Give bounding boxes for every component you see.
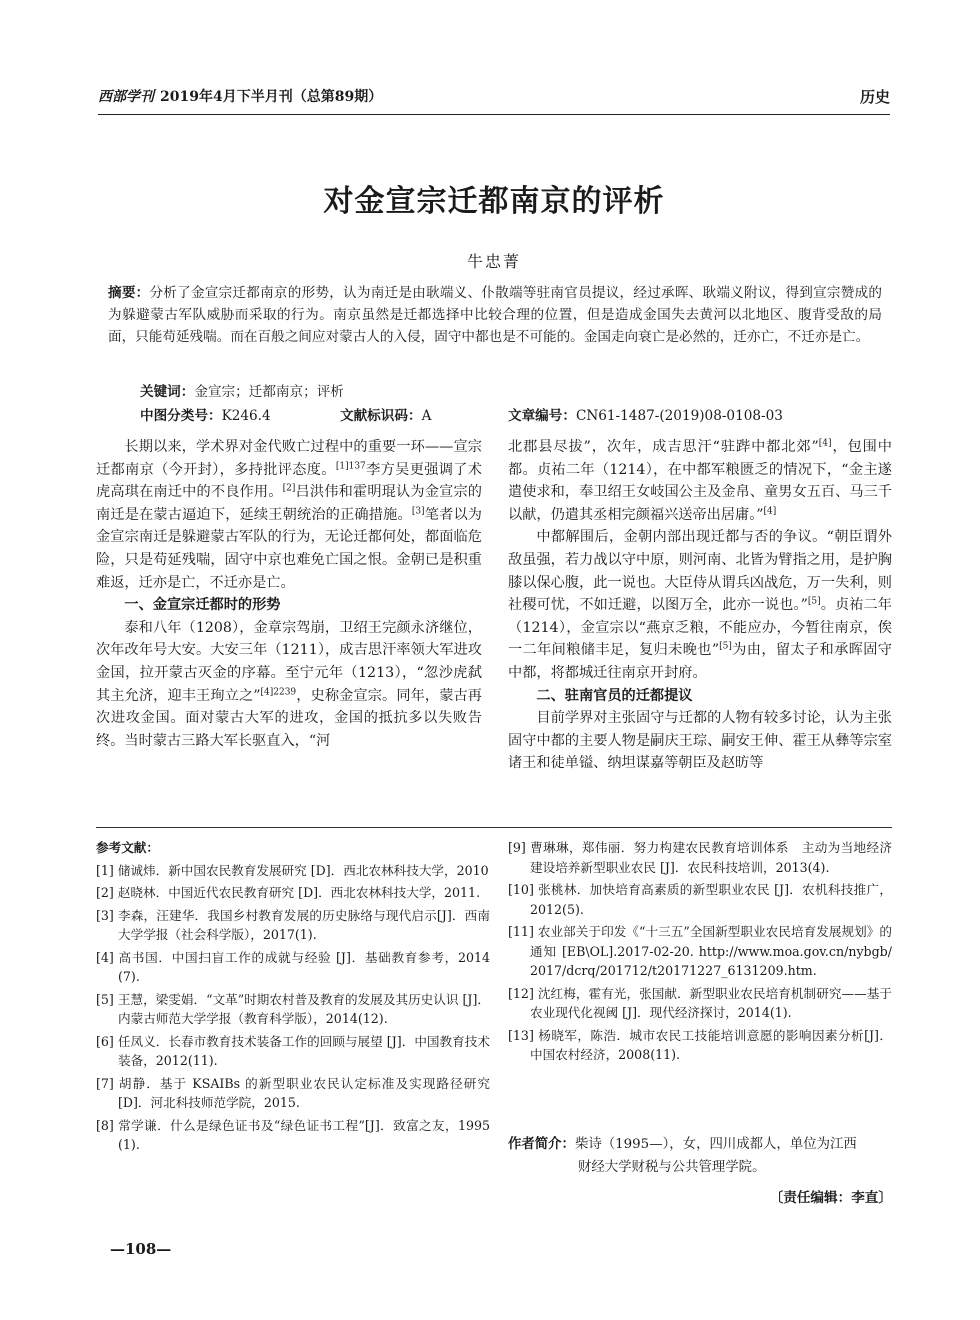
section-heading: 二、驻南官员的迁都提议 [536,687,693,704]
text: 为由，留太子和承晖固守中都，将都城迁往南京开封府。 [508,642,892,681]
reference-item: [12] 沈红梅，霍有光，张国献．新型职业农民培育机制研究——基于农业现代化视阈 [J]．现代经济探讨，2014(1). [508,985,892,1020]
reference-item: [4] 高书国．中国扫盲工作的成就与经验 [J]．基础教育参考，2014(7). [96,949,490,984]
reference-item: [2] 赵晓林．中国近代农民教育研究 [D]．西北农林科技大学，2011. [96,885,481,900]
code-label: 文献标识码： [340,408,422,424]
journal-info [98,86,382,106]
article-no-label: 文章编号： [508,408,576,424]
abstract-text: 分析了金宣宗迁都南京的形势，认为南迁是由耿端义、仆散端等驻南官员提议，经过承晖、耿端义附议，得到宣宗赞成的为躲避蒙古军队威胁而采取的行为。南京虽然是迁都选择中比较合理的位置，但是造成金国失去黄河以北地区、腹背受敌的局面，只能苟延残喘。而在百般之间应对蒙古人的入侵，固守中都也是不可能的。金国走向衰亡是必然的，迁亦亡，不迁亦是亡。 [108,285,883,345]
clc-label: 中图分类号： [140,408,222,424]
reference-item: [3] 李森，汪建华．我国乡村教育发展的历史脉络与现代启示[J]．西南大学学报（社会科学版），2017(1). [96,907,490,942]
paragraph [96,617,482,753]
body-column-right [508,436,892,775]
code-value: A [421,408,432,424]
citation: [3] [411,506,425,517]
reference-item: [5] 王慧，梁雯娟．“文革”时期农村普及教育的发展及其历史认识 [J]．内蒙古师范大学学报（教育科学版），2014(12). [96,991,490,1026]
references-title: 参考文献： [96,840,159,855]
paragraph [96,436,482,594]
journal-issue: 2019年4月下半月刊（总第89期） [160,89,383,105]
reference-item: [1] 储诚炜．新中国农民教育发展研究 [D]．西北农林科技大学，2010 [96,862,489,878]
article-no-value: CN61-1487-(2019)08-0108-03 [575,408,783,424]
section-label: 历史 [859,88,890,106]
citation: [5] [719,641,732,652]
paragraph [508,526,892,684]
paragraph [508,436,892,526]
references-right [508,838,892,1068]
text: 李方吴更强调了术虎高琪在南迁中的不良作用。 [96,461,482,501]
reference-item: [10] 张桃林．加快培育高素质的新型职业农民 [J]．农机科技推广，2012(5). [508,882,892,917]
text: 北郡县尽拔”，次年，成吉思汗“驻跸中都北郊” [508,439,819,455]
clc-value: K246.4 [221,408,271,424]
citation: [1]137 [335,460,366,471]
text: ，史称金宣宗。同年，蒙古再次进攻金国。面对蒙古大军的进攻，金国的抵抗多以失败告终。当时蒙古三路大军长驱直入，“河 [96,687,482,749]
journal-name: 西部学刊 [98,89,154,105]
document-code [340,404,431,424]
reference-item: [6] 任凤义．长春市教育技术装备工作的回顾与展望 [J]．中国教育技术装备，2012(11). [96,1033,490,1068]
text: 。贞祐二年（1214），金宣宗以“燕京乏粮，不能应办，今暂往南京，俟一二年间粮储丰足，复归未晚也” [508,597,892,659]
header-rule [98,114,890,115]
body-column-left [96,436,482,752]
article-title: 对金宣宗迁都南京的评析 [323,184,665,219]
paragraph: 目前学界对主张固守与迁都的人物有较多讨论，认为主张固守中都的主要人物是嗣庆王琮、嗣安王伸、霍王从彝等宗室诸王和徒单镒、纳坦谋嘉等朝臣及赵昉等 [508,710,892,772]
reference-item: [13] 杨晓军，陈浩．城市农民工技能培训意愿的影响因素分析[J]．中国农村经济，2008(11). [508,1027,892,1062]
classification-number [140,404,271,424]
text: 吕洪伟和霍明琨认为金宣宗的南迁是在蒙古逼迫下，延续王朝统治的正确措施。 [96,484,482,523]
article-number [508,404,783,424]
section-heading: 一、金宣宗迁都时的形势 [124,597,281,614]
author-bio-line1: 柴诗（1995—），女，四川成都人，单位为江西 [574,1137,857,1152]
text: 笔者以为金宣宗南迁是躲避蒙古军队的行为，无论迁都何处，都面临危险，只是苟延残喘，固守中京也难免亡国之恨。金朝已是积重难返，迁亦是亡，不迁亦是亡。 [96,506,482,591]
responsible-editor: 〔责任编辑：李直〕 [769,1190,892,1206]
reference-item: [11] 农业部关于印发《“十三五”全国新型职业农民培育发展规划》的通知 [EB\OL].2017-02-20. http://www.moa.gov.cn/nybgb/2017/dcrq/201712/t20171227_6131209.htm. [508,924,892,978]
text: 泰和八年（1208），金章宗驾崩，卫绍王完颜永济继位，次年改年号大安。大安三年（1211），成吉思汗率领大军进攻金国，拉开蒙古灭金的序幕。至宁元年（1213），“忽沙虎弑其主允济，迎丰王珣立之” [96,619,482,704]
citation: [2] [282,483,296,494]
citation: [4]2239 [260,686,297,697]
citation: [4] [763,506,777,517]
keywords-label: 关键词： [140,384,195,400]
article-author: 牛忠菁 [466,252,521,271]
reference-item: [9] 曹琳琳，郑伟丽．努力构建农民教育培训体系 主动为当地经济建设培养新型职业农民 [J]．农民科技培训，2013(4). [508,840,892,875]
reference-item: [7] 胡静．基于 KSAIBs 的新型职业农民认定标准及实现路径研究 [D]．河北科技师范学院，2015. [96,1075,490,1110]
page-number: —108— [110,1240,172,1258]
citation: [4] [818,438,832,449]
keywords [140,380,344,400]
text: ，包围中都。贞祐二年（1214），在中都军粮匮乏的情况下，“金主遂遣使求和，奉卫绍王女岐国公主及金帛、童男女五百、马三千以献，仍遣其丞相完颜福兴送帝出居庸。” [508,439,892,523]
reference-item: [8] 常学谦．什么是绿色证书及“绿色证书工程”[J]．致富之友，1995(1). [96,1117,490,1152]
running-header [98,86,890,112]
keywords-text: 金宣宗；迁都南京；评析 [194,384,344,400]
citation: [5] [807,596,821,607]
text: 中都解围后，金朝内部出现迁都与否的争议。“朝臣谓外敌虽强，若力战以守中原，则河南、北皆为臂指之用，是护胸膝以保心腹，此一说也。大臣侍从谓兵凶战危，万一失利，则社稷可忧，不如迁避，以图万全，此亦一说也。” [508,529,892,614]
author-bio [508,1133,892,1179]
author-bio-label: 作者简介： [508,1136,575,1152]
author-bio-line2: 财经大学财税与公共管理学院。 [578,1160,766,1175]
references-left [96,838,490,1158]
abstract [108,282,882,348]
abstract-label: 摘要： [108,285,150,301]
text: 长期以来，学术界对金代败亡过程中的重要一环——宣宗迁都南京（今开封），多持批评态度。 [96,439,482,478]
references-separator [96,827,892,828]
